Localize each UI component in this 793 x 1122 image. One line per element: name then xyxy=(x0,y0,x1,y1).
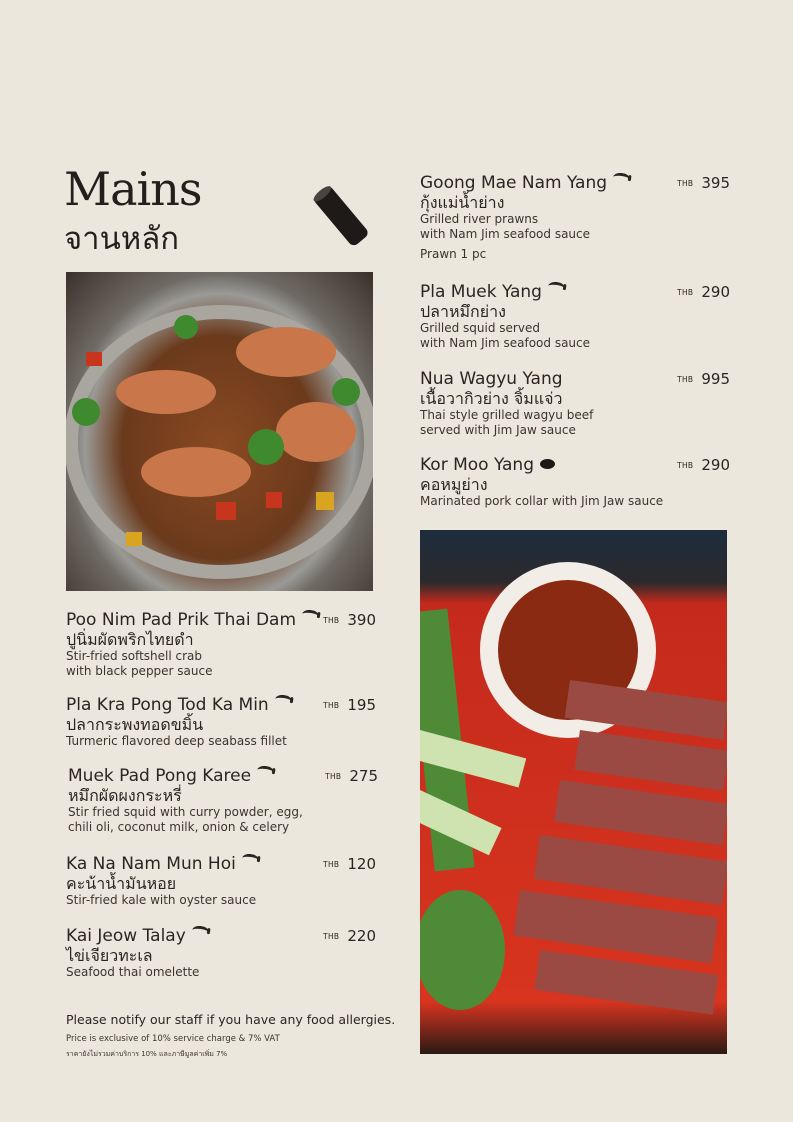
item-description: with black pepper sauce xyxy=(66,664,213,678)
item-name: Nua Wagyu Yang xyxy=(420,369,563,389)
currency-label: THB xyxy=(323,860,340,869)
menu-item xyxy=(66,926,376,980)
item-price xyxy=(323,926,376,947)
price-value: 275 xyxy=(349,767,378,785)
item-name: Kor Moo Yang xyxy=(420,455,534,475)
item-note: Prawn 1 pc xyxy=(420,247,487,261)
item-name: Kai Jeow Talay xyxy=(66,926,186,946)
item-price xyxy=(323,854,376,875)
page-title: Mains xyxy=(64,162,202,216)
item-price xyxy=(323,695,376,716)
price-value: 395 xyxy=(701,174,730,192)
item-thai-name: ปลากระพงทอดขมิ้น xyxy=(66,715,204,734)
item-price xyxy=(677,173,730,194)
menu-item xyxy=(420,369,730,438)
item-thai-name: คอหมูย่าง xyxy=(420,475,488,494)
item-thai-name: ปูนิ่มผัดพริกไทยดำ xyxy=(66,630,194,649)
footer-notes xyxy=(66,1012,395,1060)
shrimp-icon xyxy=(274,694,292,707)
shrimp-icon xyxy=(547,281,565,294)
item-thai-name: กุ้งแม่น้ำย่าง xyxy=(420,193,505,212)
item-thai-name: ไข่เจียวทะเล xyxy=(66,946,153,965)
menu-item xyxy=(420,173,730,262)
currency-label: THB xyxy=(323,616,340,625)
item-name: Muek Pad Pong Karee xyxy=(68,766,252,786)
wagyu-dish-photo xyxy=(420,530,727,1054)
currency-label: THB xyxy=(677,375,694,384)
item-name: Ka Na Nam Mun Hoi xyxy=(66,854,236,874)
item-thai-name: คะน้าน้ำมันหอย xyxy=(66,874,177,893)
service-charge-note: Price is exclusive of 10% service charge & 7% VAT xyxy=(66,1034,280,1044)
price-value: 195 xyxy=(347,696,376,714)
item-description: with Nam Jim seafood sauce xyxy=(420,336,591,350)
pig-icon xyxy=(540,459,555,469)
item-description: Thai style grilled wagyu beef xyxy=(420,408,594,422)
menu-item xyxy=(68,766,378,835)
menu-item xyxy=(420,282,730,351)
item-description: Grilled river prawns xyxy=(420,212,539,226)
item-thai-name: ปลาหมึกย่าง xyxy=(420,302,506,321)
price-value: 220 xyxy=(347,927,376,945)
item-price xyxy=(677,455,730,476)
menu-item xyxy=(66,695,376,749)
item-name: Pla Muek Yang xyxy=(420,282,542,302)
currency-label: THB xyxy=(677,288,694,297)
item-thai-name: หมึกผัดผงกระหรี่ xyxy=(68,786,182,805)
item-description: with Nam Jim seafood sauce xyxy=(420,227,591,241)
service-charge-note-thai: ราคายังไม่รวมค่าบริการ 10% และภาษีมูลค่าเพิ่ม 7% xyxy=(66,1050,228,1058)
item-description: Stir-fried softshell crab xyxy=(66,649,202,663)
shrimp-icon xyxy=(241,853,259,866)
currency-label: THB xyxy=(677,179,694,188)
menu-item xyxy=(66,854,376,908)
crab-dish-photo xyxy=(66,272,373,591)
item-description: Seafood thai omelette xyxy=(66,965,200,979)
price-value: 390 xyxy=(347,611,376,629)
item-name: Poo Nim Pad Prik Thai Dam xyxy=(66,610,297,630)
shrimp-icon xyxy=(256,765,274,778)
menu-item xyxy=(66,610,376,679)
currency-label: THB xyxy=(325,772,342,781)
item-thai-name: เนื้อวากิวย่าง จิ้มแจ่ว xyxy=(420,389,563,408)
item-description: Marinated pork collar with Jim Jaw sauce xyxy=(420,494,664,508)
item-description: Grilled squid served xyxy=(420,321,540,335)
item-description: Stir fried squid with curry powder, egg, xyxy=(68,805,303,819)
menu-item xyxy=(420,455,730,509)
item-price xyxy=(677,369,730,390)
item-description: served with Jim Jaw sauce xyxy=(420,423,576,437)
currency-label: THB xyxy=(323,932,340,941)
item-price xyxy=(323,610,376,631)
price-value: 995 xyxy=(701,370,730,388)
shrimp-icon xyxy=(301,609,319,622)
allergy-notice: Please notify our staff if you have any food allergies. xyxy=(66,1012,396,1027)
item-price xyxy=(325,766,378,787)
item-name: Pla Kra Pong Tod Ka Min xyxy=(66,695,269,715)
tube-icon xyxy=(306,180,376,252)
item-description: Turmeric flavored deep seabass fillet xyxy=(66,734,287,748)
price-value: 290 xyxy=(701,456,730,474)
item-price xyxy=(677,282,730,303)
currency-label: THB xyxy=(323,701,340,710)
price-value: 120 xyxy=(347,855,376,873)
price-value: 290 xyxy=(701,283,730,301)
page-title-thai: จานหลัก xyxy=(64,221,179,257)
shrimp-icon xyxy=(612,172,630,185)
currency-label: THB xyxy=(677,461,694,470)
shrimp-icon xyxy=(191,925,209,938)
item-description: chili oli, coconut milk, onion & celery xyxy=(68,820,290,834)
item-name: Goong Mae Nam Yang xyxy=(420,173,608,193)
item-description: Stir-fried kale with oyster sauce xyxy=(66,893,257,907)
